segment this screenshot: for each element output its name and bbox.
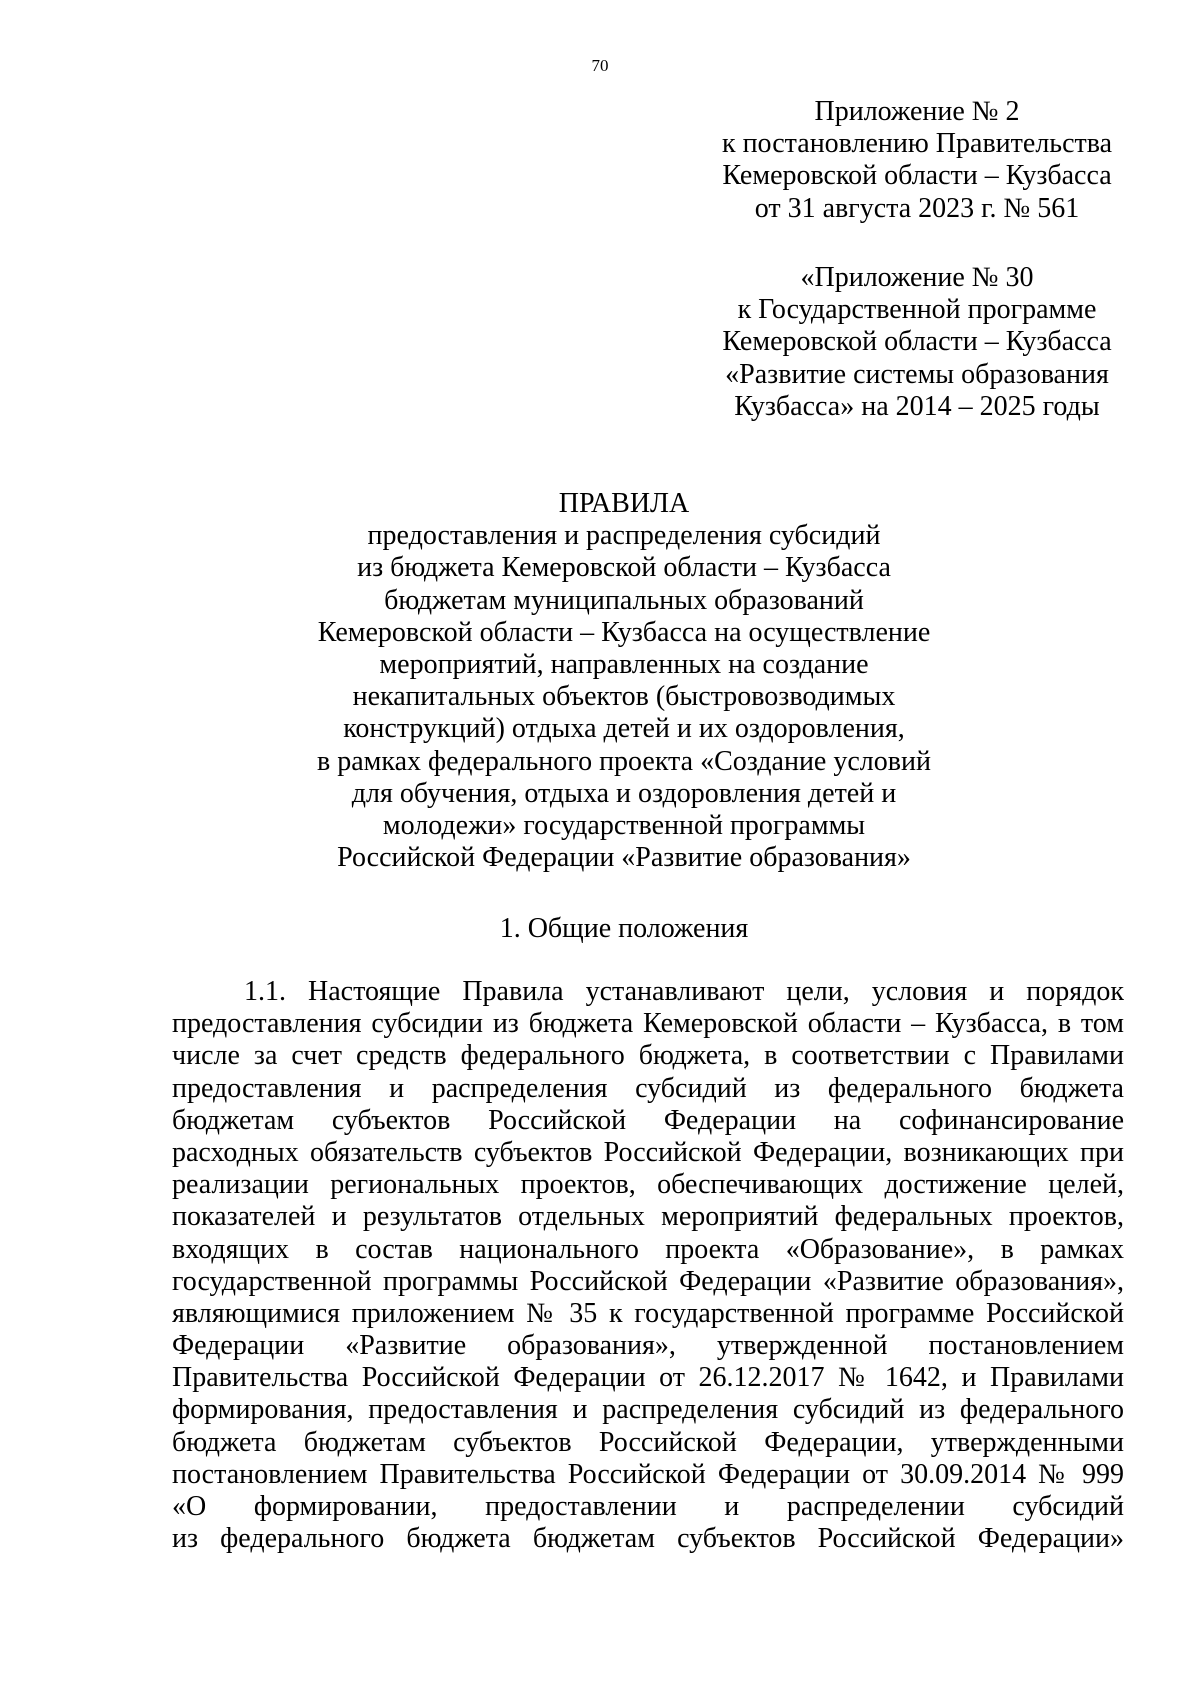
program-appendix-line: «Развитие системы образования [725, 358, 1109, 390]
paragraph-line: бюджетам субъектов Российской Федерации на софинансирование [172, 1104, 1124, 1136]
document-title-heading: ПРАВИЛА [558, 488, 690, 519]
paragraph-line: предоставления субсидии из бюджета Кемеровской области – Кузбасса, в том [172, 1008, 1124, 1040]
section-paragraph [172, 976, 1124, 1555]
appendix-header-line: Кемеровской области – Кузбасса [722, 160, 1112, 192]
page-number: 70 [591, 56, 609, 75]
paragraph-line: Правительства Российской Федерации от 26.12.2017 № 1642, и Правилами [172, 1362, 1124, 1394]
program-appendix-line: Кузбасса» на 2014 – 2025 годы [734, 390, 1100, 422]
program-appendix-line: к Государственной программе [737, 294, 1097, 326]
document-subtitle-line: мероприятий, направленных на создание [379, 649, 869, 681]
paragraph-line: формирования, предоставления и распределения субсидий из федерального [172, 1394, 1124, 1426]
paragraph-line: являющимися приложением № 35 к государственной программе Российской [172, 1297, 1124, 1329]
appendix-header-line: Приложение № 2 [814, 96, 1020, 127]
document-subtitle-line: конструкций) отдыха детей и их оздоровления, [343, 713, 905, 745]
paragraph-line: входящих в состав национального проекта «Образование», в рамках [172, 1233, 1124, 1265]
paragraph-line: бюджета бюджетам субъектов Российской Федерации, утвержденными [172, 1426, 1124, 1458]
program-appendix-line: Кемеровской области – Кузбасса [722, 326, 1112, 358]
appendix-header [690, 96, 1144, 225]
document-subtitle-line: молодежи» государственной программы [382, 810, 866, 842]
document-subtitle-line: для обучения, отдыха и оздоровления детей и [351, 777, 897, 809]
document-subtitle-line: Российской Федерации «Развитие образования» [337, 842, 911, 874]
document-subtitle-line: Кемеровской области – Кузбасса на осуществление [317, 616, 931, 648]
document-subtitle-line: в рамках федерального проекта «Создание условий [317, 745, 931, 777]
paragraph-line: государственной программы Российской Федерации «Развитие образования», [172, 1265, 1124, 1297]
paragraph-line: «О формировании, предоставлении и распределении субсидий [172, 1491, 1124, 1522]
paragraph-line: числе за счет средств федерального бюджета, в соответствии с Правилами [172, 1040, 1124, 1072]
paragraph-line: расходных обязательств субъектов Российской Федерации, возникающих при [172, 1136, 1124, 1168]
paragraph-line: показателей и результатов отдельных мероприятий федеральных проектов, [172, 1201, 1124, 1233]
paragraph-line: реализации региональных проектов, обеспечивающих достижение целей, [172, 1169, 1124, 1201]
paragraph-line: Федерации «Развитие образования», утвержденной постановлением [172, 1330, 1124, 1362]
document-subtitle-line: предоставления и распределения субсидий [367, 520, 881, 552]
section-heading: 1. Общие положения [499, 913, 749, 944]
program-appendix-line: «Приложение № 30 [800, 262, 1034, 293]
paragraph-line: постановлением Правительства Российской Федерации от 30.09.2014 № 999 [172, 1458, 1124, 1490]
appendix-header-line: от 31 августа 2023 г. № 561 [754, 192, 1080, 224]
document-subtitle-line: бюджетам муниципальных образований [384, 584, 864, 616]
paragraph-line: предоставления и распределения субсидий из федерального бюджета [172, 1072, 1124, 1104]
program-appendix-header [690, 262, 1144, 423]
appendix-header-line: к постановлению Правительства [721, 128, 1113, 160]
document-subtitle-line: некапитальных объектов (быстровозводимых [352, 681, 896, 713]
document-subtitle-line: из бюджета Кемеровской области – Кузбасса [357, 552, 891, 584]
document-title [214, 488, 1034, 874]
paragraph-line: 1.1. Настоящие Правила устанавливают цели, условия и порядок [244, 976, 1124, 1007]
paragraph-line: из федерального бюджета бюджетам субъектов Российской Федерации» [172, 1523, 1124, 1555]
